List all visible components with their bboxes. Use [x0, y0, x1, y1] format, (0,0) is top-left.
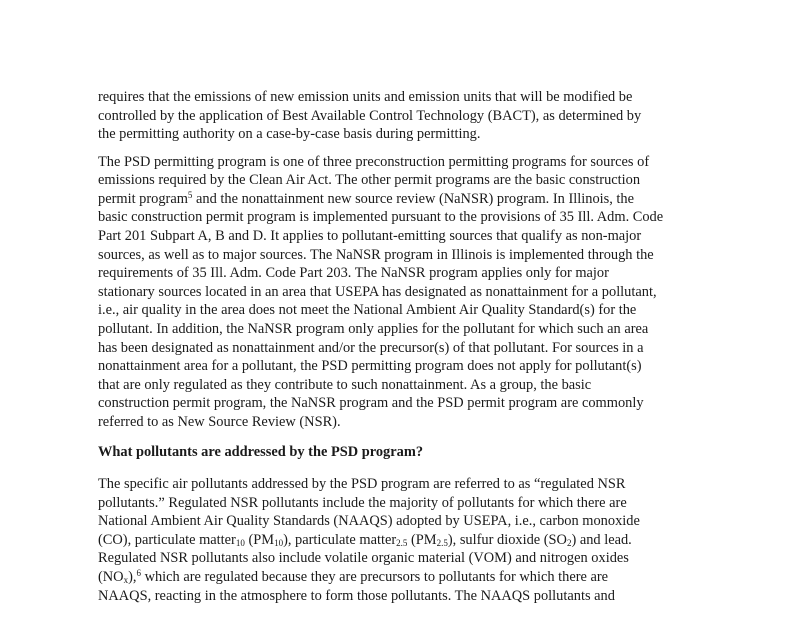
text-run: (CO), particulate matter — [98, 531, 236, 548]
subscript: 10 — [274, 537, 284, 548]
text-run: (NO — [98, 569, 124, 586]
text-line: Part 201 Subpart A, B and D. It applies to pollutant-emitting sources that qualify as non-major — [98, 227, 642, 244]
subscript: 2.5 — [436, 537, 448, 548]
text-run: ), — [128, 569, 137, 586]
text-line — [98, 568, 723, 587]
section-heading: What pollutants are addressed by the PSD program? — [98, 444, 424, 461]
text-line: National Ambient Air Quality Standards (NAAQS) adopted by USEPA, i.e., carbon monoxide — [98, 513, 640, 530]
subscript: 2.5 — [396, 537, 408, 548]
text-line: pollutants.” Regulated NSR pollutants include the majority of pollutants for which there are — [98, 494, 627, 511]
text-run: permit program — [98, 190, 188, 207]
text-line: has been designated as nonattainment and/or the precursor(s) of that pollutant. For sources in a — [98, 339, 644, 356]
text-run: (PM — [244, 531, 275, 548]
text-run: ), sulfur dioxide (SO — [447, 531, 567, 548]
text-line: Regulated NSR pollutants also include volatile organic material (VOM) and nitrogen oxides — [98, 550, 629, 567]
text-line: nonattainment area for a pollutant, the PSD permitting program does not apply for pollutant(s) — [98, 358, 642, 375]
text-line: The PSD permitting program is one of three preconstruction permitting programs for sources of — [98, 153, 650, 170]
text-line — [98, 190, 723, 209]
text-run: ), particulate matter — [283, 531, 397, 548]
text-line: that are only regulated as they contribute to such nonattainment. As a group, the basic — [98, 376, 592, 393]
text-line: sources, as well as to major sources. The NaNSR program in Illinois is implemented through the — [98, 246, 654, 263]
subscript: x — [123, 575, 129, 586]
text-line: the permitting authority on a case-by-case basis during permitting. — [98, 126, 481, 143]
subscript: 10 — [235, 537, 245, 548]
text-line: basic construction permit program is implemented pursuant to the provisions of 35 Ill. Adm. Code — [98, 209, 664, 226]
paragraph-bact — [98, 88, 723, 144]
text-run: ) and lead. — [571, 531, 632, 548]
paragraph-regulated-pollutants — [98, 475, 723, 605]
text-line: construction permit program, the NaNSR program and the PSD permit program are commonly — [98, 395, 644, 412]
text-line — [98, 531, 723, 550]
text-line: NAAQS, reacting in the atmosphere to form those pollutants. The NAAQS pollutants and — [98, 587, 615, 604]
text-line: requires that the emissions of new emission units and emission units that will be modified be — [98, 89, 633, 105]
text-run: (PM — [407, 531, 437, 548]
text-line: pollutant. In addition, the NaNSR program only applies for the pollutant for which such an area — [98, 320, 649, 337]
footnote-marker: 5 — [187, 189, 193, 200]
text-line: The specific air pollutants addressed by the PSD program are referred to as “regulated NSR — [98, 476, 626, 493]
text-line: emissions required by the Clean Air Act. The other permit programs are the basic construction — [98, 172, 641, 189]
subscript: 2 — [566, 537, 572, 548]
paragraph-psd-programs — [98, 153, 723, 432]
text-line: i.e., air quality in the area does not meet the National Ambient Air Quality Standard(s) for the — [98, 302, 637, 319]
footnote-marker: 6 — [136, 568, 141, 579]
text-line: requirements of 35 Ill. Adm. Code Part 203. The NaNSR program applies only for major — [98, 265, 609, 282]
page-body — [98, 88, 723, 614]
text-run: which are regulated because they are precursors to pollutants for which there are — [140, 569, 609, 586]
text-run: and the nonattainment new source review (NaNSR) program. In Illinois, the — [192, 190, 635, 207]
text-line: stationary sources located in an area that USEPA has designated as nonattainment for a pollutant, — [98, 283, 657, 300]
text-line: controlled by the application of Best Available Control Technology (BACT), as determined by — [98, 107, 642, 124]
text-line: referred to as New Source Review (NSR). — [98, 413, 341, 430]
